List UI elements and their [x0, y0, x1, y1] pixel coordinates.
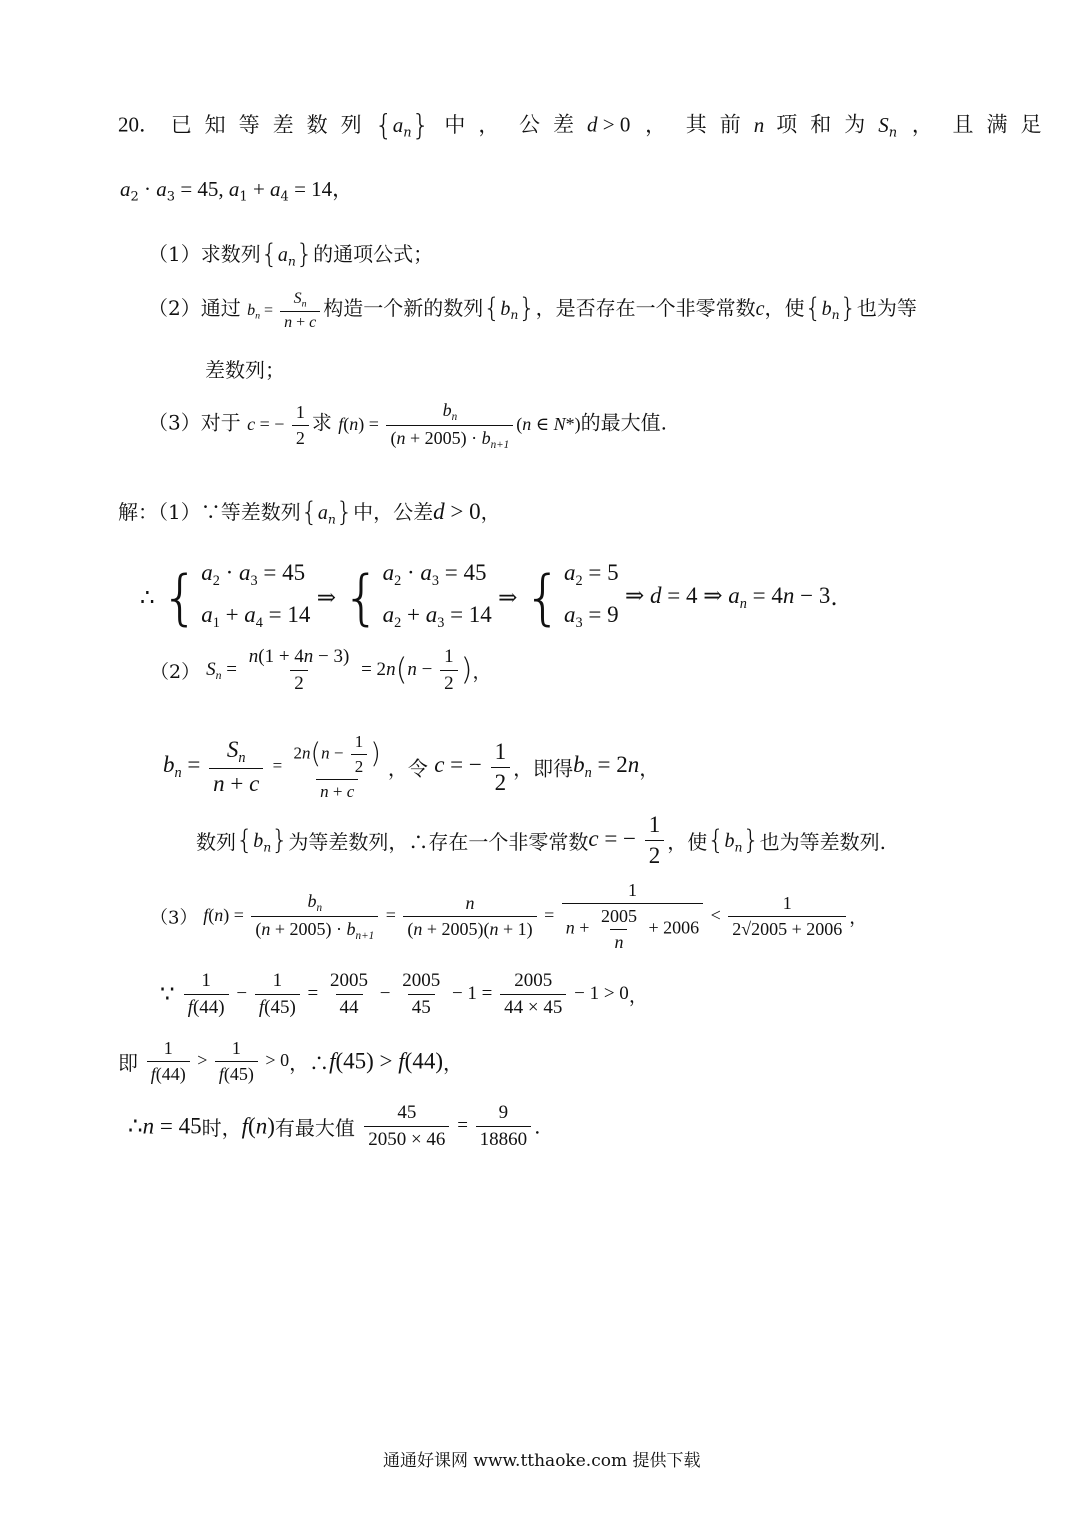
q3-label: （3）	[148, 410, 201, 435]
solution-text: 有最大值	[274, 1116, 355, 1140]
q2-text: 通过	[200, 295, 241, 320]
problem-text: 且满足	[952, 112, 1055, 137]
q3-text: 对于	[200, 410, 241, 435]
math-d-positive: d	[587, 112, 598, 137]
problem-text: 已知等差数列	[170, 112, 375, 137]
solution-text: 解：（1）∵等差数列	[118, 500, 301, 524]
problem-text: 项和为	[776, 112, 879, 137]
solution-step-2-sn: （2） $S_n$ = $\frac{n(1 + 4n - 3)}{2}$ = 2n(n − $\frac{1}{2}$ )，	[150, 646, 492, 694]
solution-text: 数列	[196, 830, 236, 854]
solution-text: 中，公差	[353, 500, 434, 524]
solution-text: ，令	[387, 756, 428, 781]
q2-text: ，使	[764, 295, 805, 320]
solution-text: ，	[628, 985, 648, 1007]
q3-text: 求	[311, 410, 332, 435]
condition-comma: ，	[332, 177, 354, 201]
question-3: （3）对于 c = − $\frac{1}{2}$ 求 f(n) = $\frac{b_n}{(n + 2005) \cdot b_{n+1}}$ (n ∈ N*)的最大值.	[148, 400, 667, 451]
q2-text: 也为等	[856, 295, 917, 320]
solution-since: ∵ $\frac{1}{f(44)}$ − $\frac{1}{f(45)}$ = $\frac{2005}{44}$ − $\frac{2005}{45}$ − 1 = $\frac{2005}{44 \times 45}$ − 1 > 0，	[160, 970, 648, 1018]
solution-step-1: ∴ { $a_2 \cdot a_3 = 45$ $a_1 + a_4 = 14$ ⇒ { $a_2 \cdot a_3 = 45$ $a_2 + a_3 = 14$ ⇒ { $a_2 = 5$ $a_3 = 9$ ⇒ d = 4 ⇒ $a_n = 4n - 3$.	[140, 560, 838, 633]
solution-text: 为等差数列，∴存在一个非零常数	[288, 830, 589, 854]
question-2-cont: 差数列；	[205, 358, 285, 382]
solution-ie: 即 $\frac{1}{f(44)}$ > $\frac{1}{f(45)}$ > 0，∴f(45) > f(44)，	[118, 1038, 463, 1084]
solution-text: ，	[472, 661, 492, 683]
q1-label: （1）	[148, 242, 201, 266]
solution-text: ，使	[667, 830, 708, 854]
solution-text: ，	[442, 1051, 463, 1075]
problem-number: 20．	[118, 112, 160, 137]
math-op: > 0	[597, 112, 631, 137]
math-sn: $S_n$	[878, 112, 898, 141]
p2-label: （2）	[150, 661, 201, 683]
therefore-symbol: ∴	[128, 1113, 143, 1140]
solution-intro: 解：（1）∵等差数列$\{a_n\}$中，公差d > 0，	[118, 497, 501, 529]
solution-text: ，	[849, 907, 868, 929]
q3-text: 的最大值.	[580, 410, 667, 435]
math-n: n	[753, 112, 765, 137]
problem-text: 中，	[444, 112, 513, 137]
solution-final: ∴n = 45时，f(n)有最大值 $\frac{45}{2050 \times 46}$ = $\frac{9}{18860}$ .	[128, 1102, 541, 1150]
solution-text: 即	[118, 1051, 138, 1075]
solution-text: ，	[480, 500, 501, 524]
q2-text: ，是否存在一个非零常数	[535, 295, 756, 320]
solution-text: ，即得	[513, 756, 574, 781]
solution-step-3: （3） f(n) = $\frac{b_n}{(n + 2005) \cdot b_{n+1}}$ = $\frac{n}{(n + 2005)(n + 1)}$ = 1 n + $\frac{2005}{n}$ + 2006 < $\frac{1}{2√2005 + 2006}$ ，	[150, 880, 868, 952]
problem-text: 公差	[519, 112, 588, 137]
q2-label: （2）	[148, 295, 201, 320]
q1-text: 求数列	[200, 242, 261, 266]
solution-text: .	[830, 584, 838, 611]
problem-line-2: $a_2 \cdot a_3 = 45$, $a_1 + a_4 = 14$，	[120, 177, 354, 205]
solution-step-2-conclusion: 数列$\{b_n\}$为等差数列，∴存在一个非零常数c = − $\frac{1}{2}$ ，使$\{b_n\}$也为等差数列.	[196, 812, 886, 868]
problem-text: 其前	[685, 112, 754, 137]
solution-step-2-bn: $b_n$ = $\frac{S_n}{n + c}$ = 2n(n − $\frac{1}{2}$ ) n + c ，令 c = − $\frac{1}{2}$ ，即得$b_n = 2n$，	[163, 732, 660, 801]
seq-a: $\{a_n\}$	[374, 108, 430, 141]
p3-label: （3）	[150, 907, 198, 929]
question-1: （1）求数列$\{a_n\}$的通项公式；	[148, 239, 434, 271]
question-2: （2）通过 $b_n$ = $\frac{S_n}{n + c}$ 构造一个新的数列$\{b_n\}$，是否存在一个非零常数c，使$\{b_n\}$也为等	[148, 290, 917, 332]
q2-text: 构造一个新的数列	[323, 295, 484, 320]
problem-line-1	[118, 108, 1055, 141]
therefore-symbol: ∴	[140, 584, 155, 611]
footer-credit: 通通好课网 www.tthaoke.com 提供下载	[383, 1451, 701, 1471]
solution-text: 时，	[201, 1116, 242, 1140]
solution-text: 也为等差数列.	[759, 830, 886, 854]
solution-text: .	[534, 1114, 541, 1139]
q1-text: 的通项公式；	[313, 242, 434, 266]
problem-text: ，	[645, 112, 680, 137]
because-symbol: ∵	[160, 981, 175, 1008]
problem-text: ，	[911, 112, 946, 137]
solution-text: ，∴	[289, 1051, 330, 1075]
solution-text: ，	[639, 756, 660, 781]
